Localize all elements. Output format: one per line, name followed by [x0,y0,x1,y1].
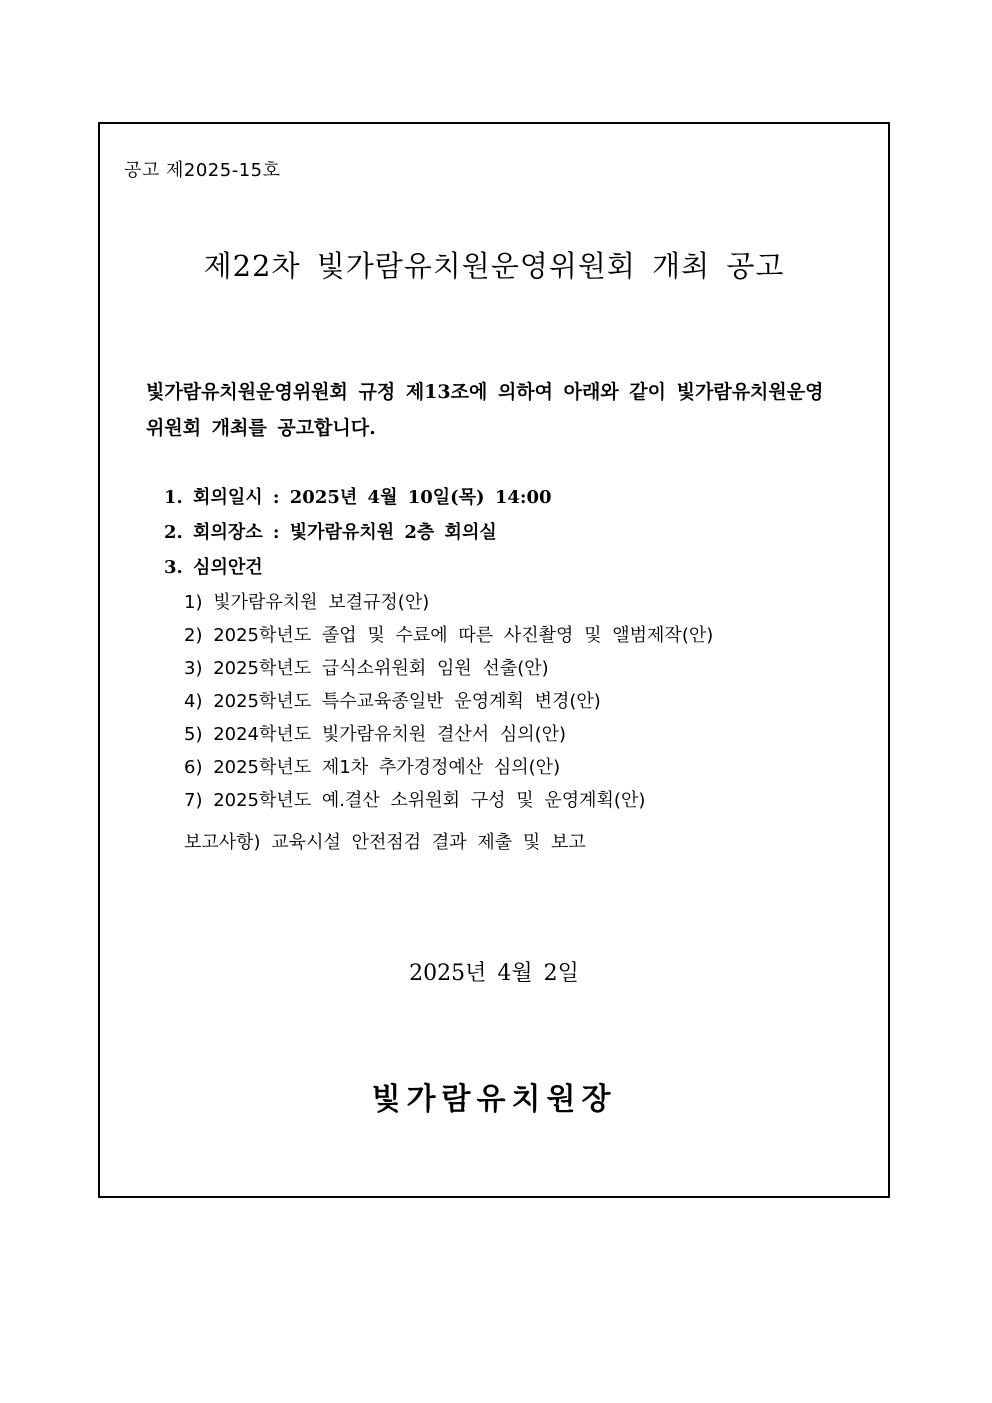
agenda-item: 5) 2024학년도 빛가람유치원 결산서 심의(안) [184,724,567,745]
notice-frame [98,122,890,1198]
agenda-item: 1) 빛가람유치원 보결규정(안) [184,592,430,613]
meeting-details [164,480,552,585]
agenda-heading: 3. 심의안건 [164,557,263,578]
meeting-place: 2. 회의장소 : 빛가람유치원 2층 회의실 [164,522,497,543]
agenda-item: 4) 2025학년도 특수교육종일반 운영계획 변경(안) [184,691,601,712]
intro-line: 위원회 개최를 공고합니다. [146,417,376,439]
agenda-item: 6) 2025학년도 제1차 추가경정예산 심의(안) [184,757,561,778]
agenda-item: 3) 2025학년도 급식소위원회 임원 선출(안) [184,658,549,679]
intro-line: 빛가람유치원운영위원회 규정 제13조에 의하여 아래와 같이 빛가람유치원운영 [146,381,824,403]
notice-number: 공고 제2025-15호 [124,160,281,181]
signatory: 빛가람유치원장 [371,1082,617,1117]
meeting-datetime: 1. 회의일시 : 2025년 4월 10일(목) 14:00 [164,487,552,508]
agenda-list [184,586,713,817]
agenda-item: 7) 2025학년도 예.결산 소위원회 구성 및 운영계획(안) [184,790,646,811]
notice-date: 2025년 4월 2일 [409,961,579,986]
report-item: 보고사항) 교육시설 안전점검 결과 제출 및 보고 [184,832,586,853]
notice-title: 제22차 빛가람유치원운영위원회 개최 공고 [203,249,785,283]
agenda-item: 2) 2025학년도 졸업 및 수료에 따른 사진촬영 및 앨범제작(안) [184,625,714,646]
intro-paragraph [146,374,866,446]
